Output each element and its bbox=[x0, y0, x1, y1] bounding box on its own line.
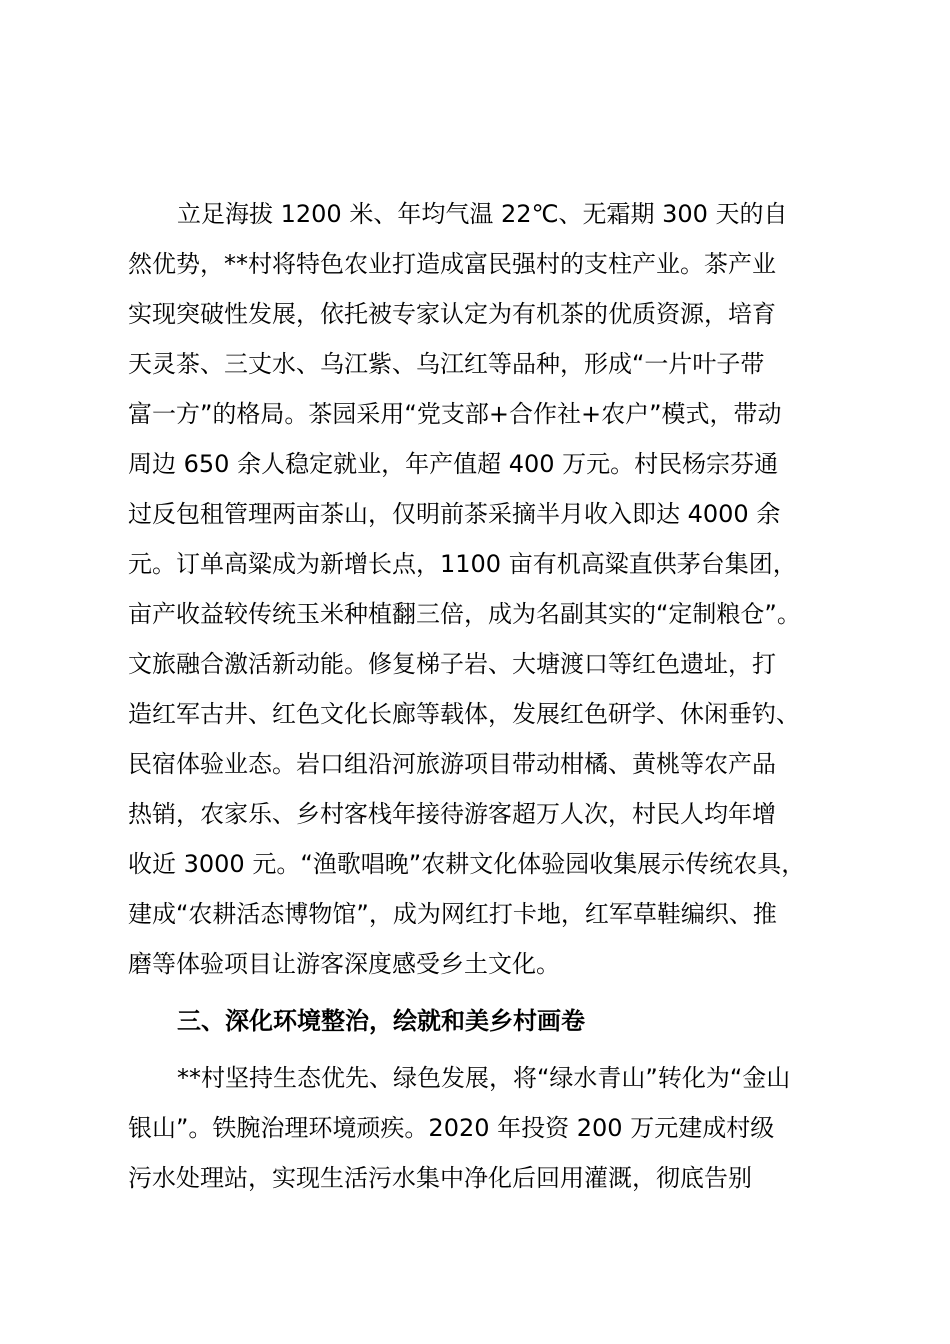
paragraph1-line-13: 热销，农家乐、乡村客栈年接待游客超万人次，村民人均年增 bbox=[128, 800, 776, 828]
paragraph1-line-4: 天灵茶、三丈水、乌江紫、乌江红等品种，形成“一片叶子带 bbox=[128, 350, 765, 378]
paragraph1-line-16: 磨等体验项目让游客深度感受乡土文化。 bbox=[128, 950, 560, 978]
paragraph1-line-8: 元。订单高粱成为新增长点，1100 亩有机高粱直供茅台集团， bbox=[128, 550, 797, 578]
paragraph2-line-3: 污水处理站，实现生活污水集中净化后回用灌溉，彻底告别 bbox=[128, 1164, 752, 1192]
paragraph1-line-15: 建成“农耕活态博物馆”，成为网红打卡地，红军草鞋编织、推 bbox=[128, 900, 777, 928]
paragraph2-line-1: **村坚持生态优先、绿色发展，将“绿水青山”转化为“金山 bbox=[177, 1064, 791, 1092]
paragraph1-line-2: 然优势，**村将特色农业打造成富民强村的支柱产业。茶产业 bbox=[128, 250, 776, 278]
paragraph1-line-3: 实现突破性发展，依托被专家认定为有机茶的优质资源，培育 bbox=[128, 300, 776, 328]
paragraph1-line-12: 民宿体验业态。岩口组沿河旅游项目带动柑橘、黄桃等农产品 bbox=[128, 750, 776, 778]
paragraph1-line-1: 立足海拔 1200 米、年均气温 22℃、无霜期 300 天的自 bbox=[177, 200, 788, 228]
paragraph1-line-5: 富一方”的格局。茶园采用“党支部+合作社+农户”模式，带动 bbox=[128, 400, 782, 428]
paragraph1-line-7: 过反包租管理两亩茶山，仅明前茶采摘半月收入即达 4000 余 bbox=[128, 500, 781, 528]
paragraph1-line-6: 周边 650 余人稳定就业，年产值超 400 万元。村民杨宗芬通 bbox=[128, 450, 779, 478]
section-heading: 三、深化环境整治，绘就和美乡村画卷 bbox=[177, 1007, 585, 1035]
paragraph1-line-9: 亩产收益较传统玉米种植翻三倍，成为名副其实的“定制粮仓”。 bbox=[128, 600, 801, 628]
paragraph1-line-11: 造红军古井、红色文化长廊等载体，发展红色研学、休闲垂钓、 bbox=[128, 700, 800, 728]
paragraph2-line-2: 银山”。铁腕治理环境顽疾。2020 年投资 200 万元建成村级 bbox=[128, 1114, 775, 1142]
paragraph1-line-10: 文旅融合激活新动能。修复梯子岩、大塘渡口等红色遗址，打 bbox=[128, 650, 776, 678]
paragraph1-line-14: 收近 3000 元。“渔歌唱晚”农耕文化体验园收集展示传统农具， bbox=[128, 850, 806, 878]
